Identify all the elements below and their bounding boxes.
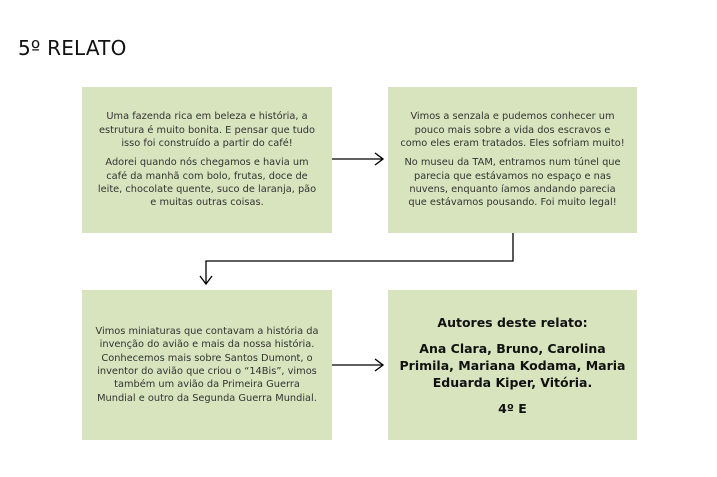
box-miniaturas-text: Vimos miniaturas que contavam a história da invenção do avião e mais da nossa história. Conhecemos mais sobre Santos Dumont, o inventor do avião que criou o “14Bis”, vimos também um avião da Primeira Guerra Mundial e outro da Segunda Guerra Mundial.	[95, 326, 319, 404]
page-title: 5º RELATO	[18, 36, 127, 60]
box-senzala-text-2: No museu da TAM, entramos num túnel que parecia que estávamos no espaço e nas nuvens, enquanto íamos andando parecia que estávamos pousando. Foi muito legal!	[404, 157, 621, 209]
box-senzala-text-1: Vimos a senzala e pudemos conhecer um pouco mais sobre a vida dos escravos e como eles eram tratados. Eles sofriam muito!	[400, 111, 625, 150]
class-label: 4º E	[498, 400, 527, 416]
authors-heading: Autores deste relato:	[437, 314, 588, 330]
authors-names: Ana Clara, Bruno, Carolina Primila, Mariana Kodama, Maria Eduarda Kiper, Vitória.	[399, 340, 626, 390]
arrow-box2-to-box3	[206, 233, 513, 284]
box-fazenda-text-2: Adorei quando nós chegamos e havia um café da manhã com bolo, frutas, doce de leite, chocolate quente, suco de laranja, pão e muitas outras coisas.	[97, 157, 317, 209]
box-fazenda-text-1: Uma fazenda rica em beleza e história, a estrutura é muito bonita. E pensar que tudo isso foi construído a partir do café!	[98, 111, 316, 150]
